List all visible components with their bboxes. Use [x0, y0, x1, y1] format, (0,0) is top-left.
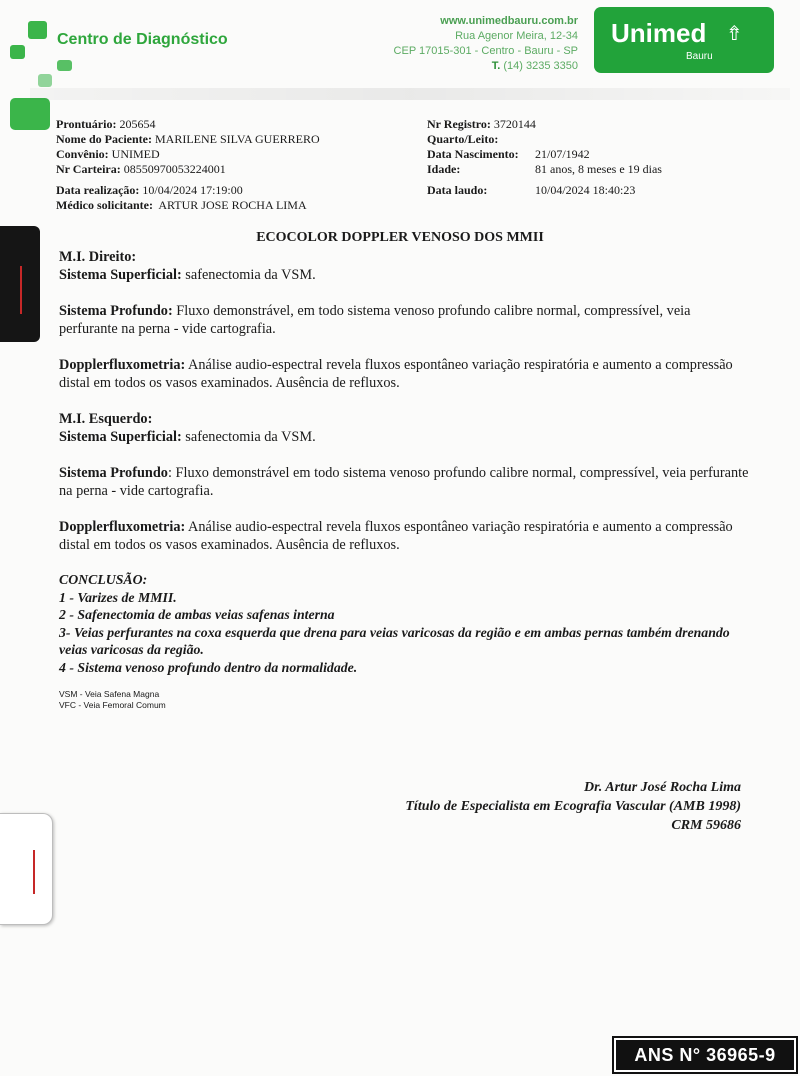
registro-row: Nr Registro: 3720144 [427, 117, 536, 131]
left-superficial: Sistema Superficial: safenectomia da VSM. [59, 429, 316, 445]
data-realizacao-row: Data realização: 10/04/2024 17:19:00 [56, 183, 243, 197]
nascimento-row: Data Nascimento: 21/07/1942 [427, 147, 590, 161]
right-limb-section [59, 248, 749, 392]
patient-name-value: MARILENE SILVA GUERRERO [154, 132, 320, 146]
unimed-logo-name: Unimed [611, 18, 707, 48]
doctor-name: Dr. Artur José Rocha Lima [583, 780, 741, 795]
prontuario-row: Prontuário: 205654 [56, 117, 156, 131]
phone-label: T. [491, 60, 501, 72]
quarto-row: Quarto/Leito: [427, 132, 499, 146]
website-url[interactable]: www.unimedbauru.com.br [440, 15, 578, 27]
prontuario-value: 205654 [119, 117, 156, 131]
right-doppler: Dopplerfluxometria: Análise audio-espectral revela fluxos espontâneo variação respiratória e aumento a compressão distal em todos os vasos examinados. Ausência de refluxos. [59, 357, 733, 391]
data-laudo-value: 10/04/2024 18:40:23 [535, 183, 636, 197]
patient-info-left [56, 117, 320, 213]
conclusion-section [59, 571, 759, 676]
carteira-row: Nr Carteira: 08550970053224001 [56, 162, 226, 176]
conclusion-item: 2 - Safenectomia de ambas veias safenas interna [59, 607, 335, 622]
tree-icon: ⇮ [726, 23, 743, 45]
cep: CEP 17015-301 - Centro - Bauru - SP [393, 45, 578, 57]
convenio-row: Convênio: UNIMED [56, 147, 160, 161]
right-superficial: Sistema Superficial: safenectomia da VSM. [59, 267, 316, 283]
address-block [394, 14, 578, 74]
red-mark [33, 850, 35, 894]
medico-value: ARTUR JOSE ROCHA LIMA [158, 198, 307, 212]
doctor-crm: CRM 59686 [671, 818, 741, 833]
patient-name-row: Nome do Paciente: MARILENE SILVA GUERRERO [56, 132, 320, 146]
convenio-value: UNIMED [111, 147, 160, 161]
abbreviations [59, 689, 166, 711]
data-laudo-row: Data laudo: 10/04/2024 18:40:23 [427, 183, 636, 197]
red-mark [20, 266, 22, 314]
idade-value: 81 anos, 8 meses e 19 dias [535, 162, 662, 176]
abbreviation-item: VSM - Veia Safena Magna [59, 689, 160, 699]
right-profundo: Sistema Profundo: Fluxo demonstrável, em todo sistema venoso profundo calibre normal, compressível, veia perfurante na perna - vide cartografia. [59, 303, 691, 337]
right-limb-heading: M.I. Direito: [59, 249, 137, 265]
left-limb-heading: M.I. Esquerdo: [59, 411, 153, 427]
phone [394, 59, 578, 74]
conclusion-item: 4 - Sistema venoso profundo dentro da normalidade. [59, 659, 358, 675]
left-limb-section [59, 410, 749, 554]
binder-tab-top [0, 226, 40, 342]
carteira-value: 08550970053224001 [123, 162, 226, 176]
conclusion-item: 3- Veias perfurantes na coxa esquerda que drena para veias varicosas da região e em ambas pernas também drenando veias varicosas da região. [59, 624, 730, 657]
conclusion-item: 1 - Varizes de MMII. [59, 589, 177, 605]
exam-title: ECOCOLOR DOPPLER VENOSO DOS MMII [256, 230, 544, 245]
scan-smear [30, 88, 790, 100]
street-address: Rua Agenor Meira, 12-34 [455, 30, 578, 42]
conclusion-heading: CONCLUSÃO: [59, 572, 148, 587]
ans-stamp: ANS N° 36965-9 [614, 1038, 796, 1072]
idade-row: Idade: 81 anos, 8 meses e 19 dias [427, 162, 662, 176]
binder-tab-bottom [0, 813, 53, 925]
unimed-logo-city: Bauru [686, 51, 713, 62]
signature-block [405, 778, 741, 835]
nascimento-value: 21/07/1942 [535, 147, 590, 161]
medico-row: Médico solicitante: ARTUR JOSE ROCHA LIMA [56, 198, 307, 212]
patient-info-right [427, 117, 662, 198]
doctor-title: Título de Especialista em Ecografia Vascular (AMB 1998) [405, 799, 741, 814]
unimed-logo [594, 7, 774, 73]
phone-number: (14) 3235 3350 [503, 60, 578, 72]
brand-name: Centro de Diagnóstico [57, 31, 228, 48]
left-profundo: Sistema Profundo: Fluxo demonstrável em todo sistema venoso profundo calibre normal, compressível, veia perfurante na perna - vide cartografia. [59, 465, 749, 499]
left-doppler: Dopplerfluxometria: Análise audio-espectral revela fluxos espontâneo variação respiratória e aumento a compressão distal em todos os vasos examinados. Ausência de refluxos. [59, 519, 733, 553]
data-realizacao-value: 10/04/2024 17:19:00 [142, 183, 243, 197]
abbreviation-item: VFC - Veia Femoral Comum [59, 700, 166, 710]
registro-value: 3720144 [493, 117, 536, 131]
